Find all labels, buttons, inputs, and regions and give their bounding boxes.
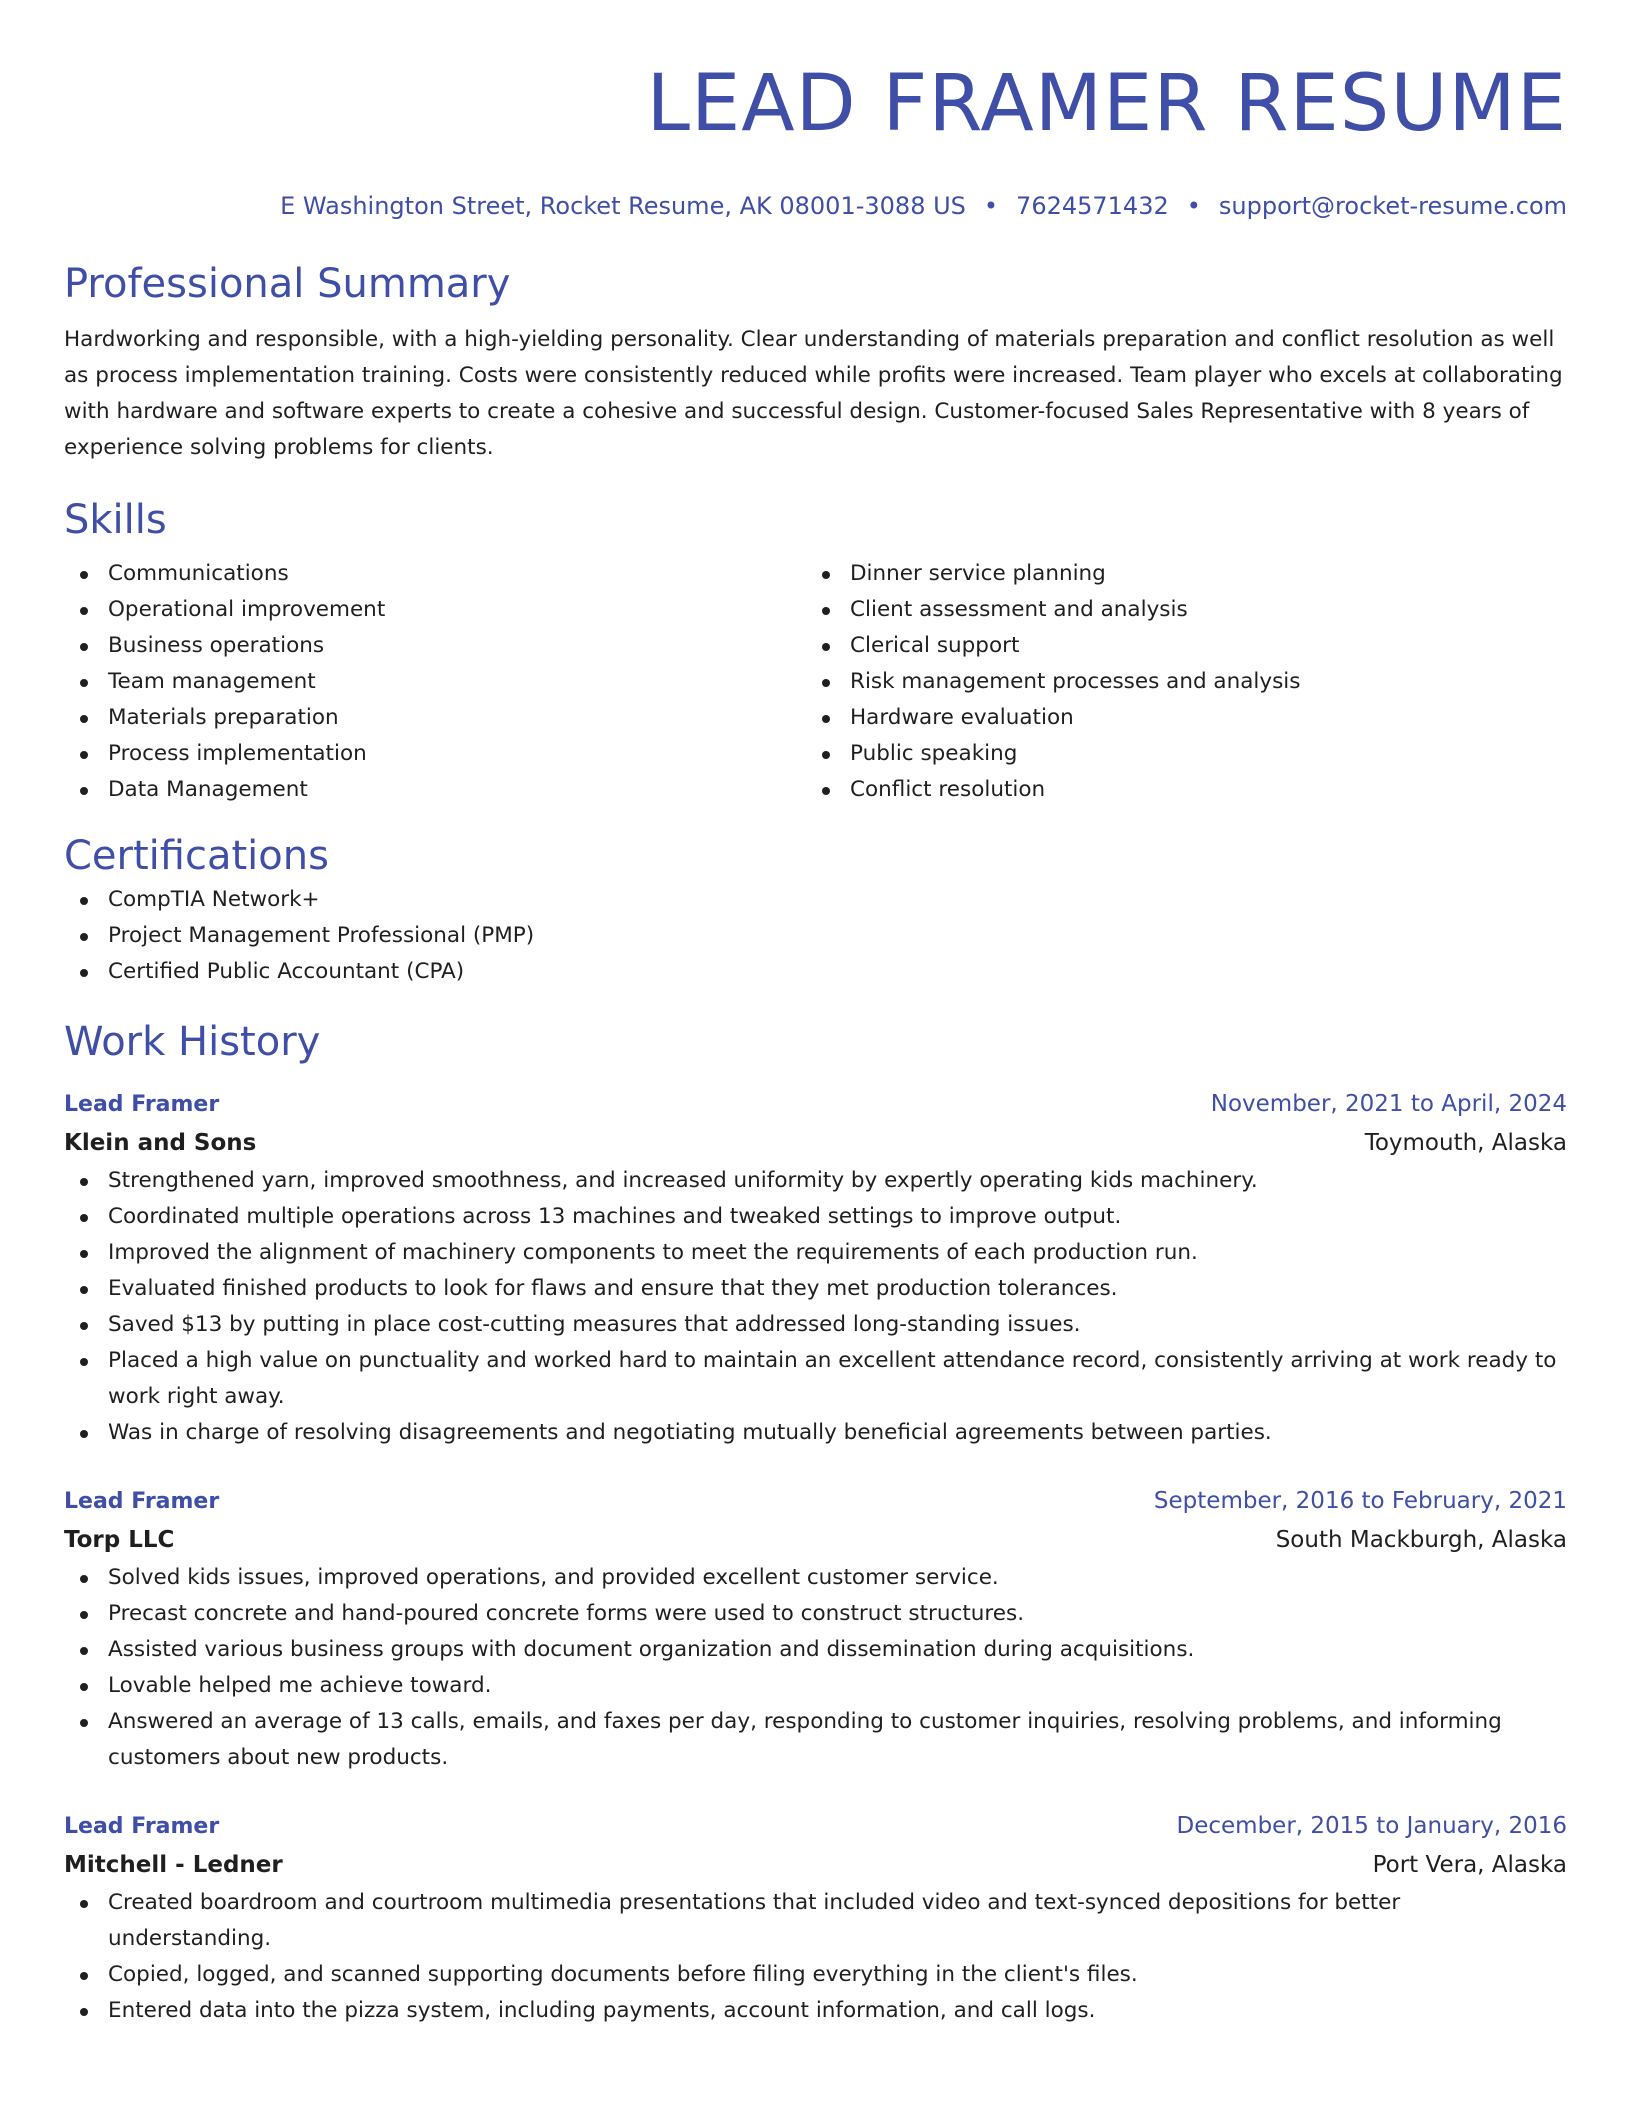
bullet-icon (80, 1214, 88, 1222)
summary-section-title: Professional Summary (64, 261, 511, 307)
skill-item (64, 664, 806, 700)
bullet-icon (822, 643, 830, 651)
skills-section-title: Skills (64, 497, 167, 543)
job-duty-text: Copied, logged, and scanned supporting documents before filing everything in the client's files. (108, 1962, 1138, 1987)
skill-text: Data Management (108, 777, 308, 802)
bullet-icon (80, 2008, 88, 2016)
skill-text: Business operations (108, 633, 325, 658)
job-header-row (64, 1483, 1567, 1520)
job-duty-text: Solved kids issues, improved operations, and provided excellent customer service. (108, 1565, 999, 1590)
certification-item (64, 882, 1567, 918)
job-duty-item (64, 1885, 1567, 1957)
skill-text: Dinner service planning (850, 561, 1106, 586)
job-duty-text: Entered data into the pizza system, including payments, account information, and call logs. (108, 1998, 1096, 2023)
certification-text: Certified Public Accountant (CPA) (108, 959, 465, 984)
bullet-icon (80, 1250, 88, 1258)
job-company: Torp LLC (64, 1527, 175, 1553)
job-title: Lead Framer (64, 1092, 220, 1117)
contact-address: E Washington Street, Rocket Resume, AK 08001-3088 US (280, 192, 966, 220)
certification-text: Project Management Professional (PMP) (108, 923, 535, 948)
skill-item (806, 592, 1548, 628)
certifications-list (64, 882, 1567, 990)
bullet-icon (822, 751, 830, 759)
job-duty-item (64, 1415, 1567, 1451)
job-duties-list (64, 1560, 1567, 1776)
job-entry (64, 1086, 1567, 1451)
skill-text: Conflict resolution (850, 777, 1046, 802)
job-duty-text: Was in charge of resolving disagreements and negotiating mutually beneficial agreements between parties. (108, 1420, 1272, 1445)
contact-line (64, 190, 1567, 222)
bullet-icon (822, 787, 830, 795)
job-dates: December, 2015 to January, 2016 (1176, 1813, 1567, 1839)
job-duty-text: Strengthened yarn, improved smoothness, and increased uniformity by expertly operating kids machinery. (108, 1168, 1258, 1193)
job-location: South Mackburgh, Alaska (1275, 1527, 1567, 1553)
job-title: Lead Framer (64, 1814, 220, 1839)
job-location: Toymouth, Alaska (1364, 1130, 1567, 1156)
bullet-icon (80, 1719, 88, 1727)
job-duty-text: Evaluated finished products to look for flaws and ensure that they met production tolerances. (108, 1276, 1118, 1301)
resume-name-heading: LEAD FRAMER RESUME (646, 59, 1567, 149)
job-employer-row (64, 1123, 1567, 1163)
skill-text: Public speaking (850, 741, 1018, 766)
bullet-icon (80, 715, 88, 723)
job-entry (64, 1483, 1567, 1776)
job-duty-item (64, 1596, 1567, 1632)
skill-item (64, 592, 806, 628)
job-duty-item (64, 1307, 1567, 1343)
bullet-icon (80, 969, 88, 977)
skill-item (806, 700, 1548, 736)
contact-separator: • (1186, 192, 1201, 220)
bullet-icon (80, 1683, 88, 1691)
job-header-row (64, 1086, 1567, 1123)
bullet-icon (80, 1430, 88, 1438)
job-duty-item (64, 1704, 1567, 1776)
skill-text: Risk management processes and analysis (850, 669, 1301, 694)
skill-text: Clerical support (850, 633, 1020, 658)
bullet-icon (80, 1178, 88, 1186)
bullet-icon (80, 571, 88, 579)
job-duty-text: Improved the alignment of machinery components to meet the requirements of each production run. (108, 1240, 1198, 1265)
bullet-icon (80, 1575, 88, 1583)
bullet-icon (80, 933, 88, 941)
skill-text: Communications (108, 561, 289, 586)
job-duty-text: Saved $13 by putting in place cost-cutting measures that addressed long-standing issues. (108, 1312, 1081, 1337)
skill-item (64, 628, 806, 664)
bullet-icon (80, 1322, 88, 1330)
skill-item (806, 772, 1548, 808)
work-history-section-title: Work History (64, 1019, 321, 1065)
bullet-icon (80, 607, 88, 615)
job-dates: November, 2021 to April, 2024 (1210, 1091, 1567, 1117)
job-duty-item (64, 1343, 1567, 1415)
job-duty-item (64, 1560, 1567, 1596)
bullet-icon (80, 1900, 88, 1908)
bullet-icon (80, 1286, 88, 1294)
skill-item (806, 556, 1548, 592)
job-duty-item (64, 1235, 1567, 1271)
skill-text: Client assessment and analysis (850, 597, 1188, 622)
job-duty-item (64, 1993, 1567, 2029)
summary-text: Hardworking and responsible, with a high-yielding personality. Clear understanding of materials preparation and conflict resolution as well as process implementation training. Costs were consistently reduced while profits were increased. Team player who excels at collaborating with hardware and software experts to create a cohesive and successful design. Customer-focused Sales Representative with 8 years of experience solving problems for clients. (64, 327, 1563, 460)
contact-separator: • (983, 192, 999, 220)
job-duty-text: Answered an average of 13 calls, emails, and faxes per day, responding to customer inquiries, resolving problems, and informing customers about new products. (108, 1709, 1502, 1770)
job-duty-item (64, 1271, 1567, 1307)
skills-list-right (806, 556, 1548, 808)
bullet-icon (80, 643, 88, 651)
skill-text: Process implementation (108, 741, 367, 766)
job-duty-text: Created boardroom and courtroom multimedia presentations that included video and text-synced depositions for better understanding. (108, 1890, 1401, 1951)
job-entry (64, 1808, 1567, 2029)
job-header-row (64, 1808, 1567, 1845)
skill-text: Operational improvement (108, 597, 386, 622)
job-duty-item (64, 1632, 1567, 1668)
bullet-icon (80, 1972, 88, 1980)
skill-item (806, 664, 1548, 700)
bullet-icon (822, 679, 830, 687)
bullet-icon (80, 679, 88, 687)
certification-item (64, 918, 1567, 954)
bullet-icon (822, 715, 830, 723)
job-duty-text: Precast concrete and hand-poured concrete forms were used to construct structures. (108, 1601, 1025, 1626)
job-duties-list (64, 1885, 1567, 2029)
skill-text: Hardware evaluation (850, 705, 1074, 730)
bullet-icon (80, 751, 88, 759)
certification-item (64, 954, 1567, 990)
job-duty-item (64, 1163, 1567, 1199)
job-dates: September, 2016 to February, 2021 (1153, 1488, 1567, 1514)
contact-phone: 7624571432 (1016, 192, 1169, 220)
skill-item (64, 772, 806, 808)
bullet-icon (822, 607, 830, 615)
job-employer-row (64, 1845, 1567, 1885)
job-title: Lead Framer (64, 1489, 220, 1514)
contact-email: support@rocket-resume.com (1218, 192, 1567, 220)
job-duty-text: Coordinated multiple operations across 13 machines and tweaked settings to improve output. (108, 1204, 1122, 1229)
skill-item (806, 736, 1548, 772)
bullet-icon (80, 897, 88, 905)
job-duty-text: Assisted various business groups with document organization and dissemination during acquisitions. (108, 1637, 1195, 1662)
job-duty-item (64, 1668, 1567, 1704)
job-duty-text: Lovable helped me achieve toward. (108, 1673, 492, 1698)
bullet-icon (822, 571, 830, 579)
skill-item (64, 700, 806, 736)
job-company: Klein and Sons (64, 1130, 257, 1156)
skill-text: Team management (108, 669, 316, 694)
job-location: Port Vera, Alaska (1372, 1852, 1567, 1878)
job-company: Mitchell - Ledner (64, 1852, 283, 1878)
skill-item (64, 556, 806, 592)
bullet-icon (80, 1358, 88, 1366)
job-duty-item (64, 1199, 1567, 1235)
job-duties-list (64, 1163, 1567, 1451)
bullet-icon (80, 1647, 88, 1655)
skill-item (806, 628, 1548, 664)
skill-item (64, 736, 806, 772)
job-duty-text: Placed a high value on punctuality and worked hard to maintain an excellent attendance record, consistently arriving at work ready to work right away. (108, 1348, 1557, 1409)
bullet-icon (80, 787, 88, 795)
skills-list-left (64, 556, 806, 808)
skill-text: Materials preparation (108, 705, 339, 730)
certification-text: CompTIA Network+ (108, 887, 320, 912)
certifications-section-title: Certifications (64, 833, 329, 879)
resume-page (64, 0, 1567, 2029)
skills-grid (64, 556, 1567, 808)
job-duty-item (64, 1957, 1567, 1993)
bullet-icon (80, 1611, 88, 1619)
job-employer-row (64, 1520, 1567, 1560)
